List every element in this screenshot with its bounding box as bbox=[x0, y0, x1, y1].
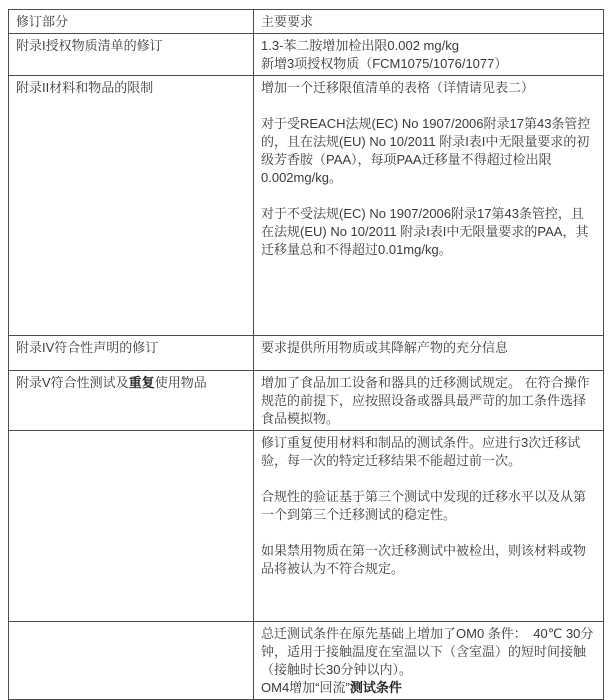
requirement-text-part: OM4增加“回流” bbox=[261, 680, 350, 695]
requirement-text: 合规性的验证基于第三个测试中发现的迁移水平以及从第一个到第三个迁移测试的稳定性。 bbox=[261, 489, 587, 522]
requirement-cell bbox=[254, 431, 604, 622]
requirement-text: 增加一个迁移限值清单的表格（详情请见表二） bbox=[261, 80, 535, 95]
requirement-text: 要求提供所用物质或其降解产物的充分信息 bbox=[261, 340, 509, 355]
requirement-text: 修订重复使用材料和制品的测试条件。应进行3次迁移试验，每一次的特定迁移结果不能超过前一次。 bbox=[261, 435, 581, 468]
document-page bbox=[8, 9, 604, 700]
table-header-row bbox=[9, 10, 604, 34]
requirement-text: 总迁测试条件在原先基础上增加了OM0 条件： 40℃ 30分钟，适用于接触温度在室温以下（含室温）的短时间接触（接触时长30分钟以内）。 bbox=[261, 626, 594, 677]
table-row-om-conditions bbox=[9, 622, 604, 700]
section-label-part-bold: 重复 bbox=[128, 375, 155, 390]
section-label-part: 附录V符合性测试及 bbox=[16, 375, 129, 390]
requirement-text: 如果禁用物质在第一次迁移测试中被检出，则该材料或物品将被认为不符合规定。 bbox=[261, 543, 587, 576]
requirement-cell bbox=[254, 371, 604, 431]
table-row-annex5 bbox=[9, 371, 604, 431]
revision-table bbox=[8, 9, 604, 700]
column-header-label: 主要要求 bbox=[261, 14, 314, 29]
section-cell bbox=[9, 371, 254, 431]
table-row-annex4 bbox=[9, 336, 604, 371]
table-row-annex2 bbox=[9, 76, 604, 336]
column-header-label: 修订部分 bbox=[16, 14, 69, 29]
requirement-text: 对于受REACH法规(EC) No 1907/2006附录17第43条管控的，且在法规(EU) No 10/2011 附录I表I中无限量要求的初级芳香胺（PAA），每项PAA迁移量不得超过检出限0.002mg/kg。 bbox=[261, 116, 591, 185]
requirement-text: 增加了食品加工设备和器具的迁移测试规定。 在符合操作规范的前提下，应按照设备或器具最严苛的加工条件选择食品模拟物。 bbox=[261, 375, 590, 426]
section-label: 附录II材料和物品的限制 bbox=[16, 80, 154, 95]
requirement-cell bbox=[254, 34, 604, 76]
table-row-reuse-testing bbox=[9, 431, 604, 622]
requirement-text: 对于不受法规(EC) No 1907/2006附录17第43条管控，且在法规(EU) No 10/2011 附录I表I中无限量要求的PAA，其迁移量总和不得超过0.01mg/kg。 bbox=[261, 206, 589, 257]
section-cell bbox=[9, 431, 254, 622]
section-cell bbox=[9, 622, 254, 700]
section-label bbox=[16, 374, 245, 392]
requirement-cell bbox=[254, 622, 604, 700]
requirement-text: 新增3项授权物质（FCM1075/1076/1077） bbox=[261, 56, 508, 71]
table-row-annex1 bbox=[9, 34, 604, 76]
requirement-text-part-bold: 测试条件 bbox=[349, 680, 402, 695]
header-cell-revision bbox=[9, 10, 254, 34]
requirement-text: 1.3-苯二胺增加检出限0.002 mg/kg bbox=[261, 38, 459, 53]
section-label-part: 使用物品 bbox=[154, 375, 207, 390]
requirement-text bbox=[261, 679, 595, 697]
requirement-cell bbox=[254, 76, 604, 336]
section-label: 附录IV符合性声明的修订 bbox=[16, 340, 159, 355]
section-cell bbox=[9, 76, 254, 336]
requirement-cell bbox=[254, 336, 604, 371]
section-cell bbox=[9, 336, 254, 371]
section-cell bbox=[9, 34, 254, 76]
header-cell-requirement bbox=[254, 10, 604, 34]
section-label: 附录I授权物质清单的修订 bbox=[16, 38, 163, 53]
